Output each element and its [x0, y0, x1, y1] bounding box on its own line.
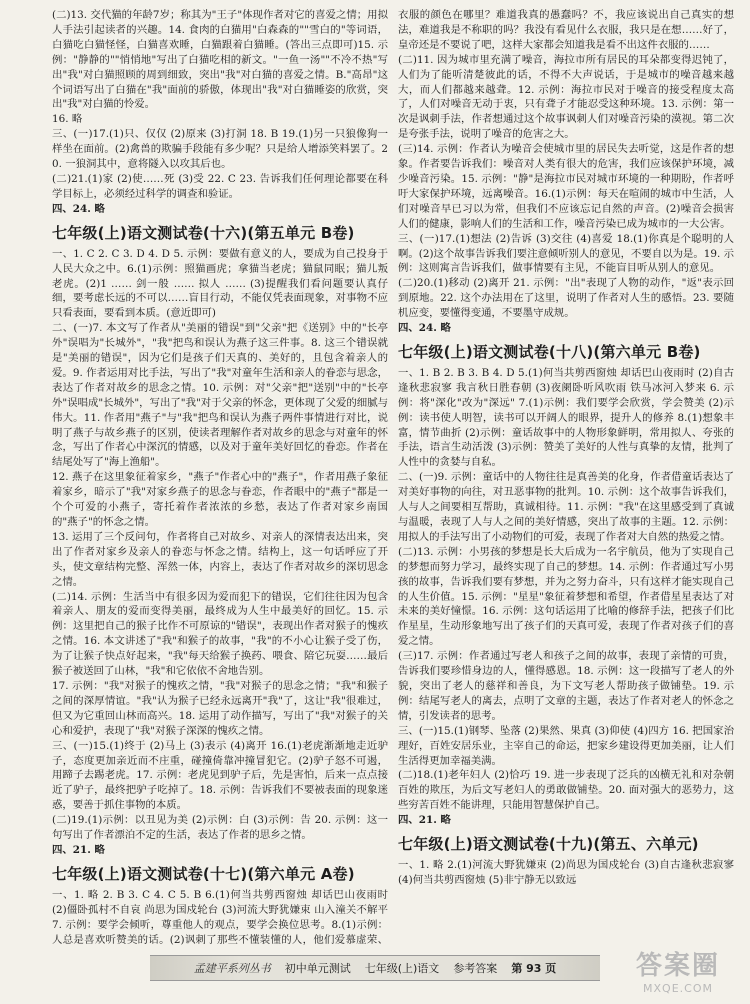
page-footer	[150, 955, 600, 981]
test-heading: 七年级(上)语文测试卷(十七)(第六单元 A卷)	[52, 864, 355, 883]
answer-paragraph: 三、(一)17.(1)想法 (2)告诉 (3)交往 (4)喜爱 18.(1)你真是个聪明的人啊。(2)这个故事告诉我们要注意倾听别人的意见，不要自以为是。19. 示例：这则寓言告诉我们，做事情要有主见，不能盲目听从别人的意见。	[398, 232, 734, 275]
answer-paragraph: (三)17. 示例：作者通过写老人和孩子之间的故事，表现了亲情的可贵，告诉我们要珍惜身边的人，懂得感恩。18. 示例：这一段描写了老人的外貌，突出了老人的慈祥和善良，为下文写老人帮助孩子做铺垫。19. 示例：结尾写老人的离去，点明了文章的主题，表达了作者对老人的怀念之情，引发读者的思考。	[398, 650, 734, 722]
answer-paragraph: (二)11. 因为城市里充满了噪音，海拉市所有居民的耳朵都变得迟钝了，人们为了能听清楚彼此的话，不得不大声说话，于是城市的噪音越来越大，而人们都越来越聋。12. 示例：海拉市民对于噪音的接受程度太高了，人们对噪音无动于衷，只有聋子才能忍受这种环境。13. 示例：第一次是讽刺手法，作者想通过这个故事讽刺人们对噪音污染的漠视。第二次是夸张手法，说明了噪音的危害之大。	[398, 53, 734, 141]
answer-paragraph: 衣服的颜色在哪里？难道我真的愚蠢吗？不，我应该说出自己真实的想法，难道我是不称职的吗？我没有看见什么衣服，我只是在想……好了，皇帝还是不要说了吧，这样大家都会知道我是看不出这件衣服的……	[398, 9, 734, 51]
answer-paragraph: (二)21.(1)家 (2)使……死 (3)受 22. C 23. 告诉我们任何理论都要在科学目标上，必须经过科学的调查和验证。	[52, 172, 388, 200]
answer-paragraph: 四、21. 略	[398, 814, 451, 827]
answer-paragraph: 二、(一)7. 本文写了作者从"美丽的错误"到"父亲"把《送别》中的"长亭外"误唱为"长城外"，"我"把鸟和误认为燕子这三件事。8. 这三个错误就是"美丽的错误"，因为它们是孩子们天真的、美好的，且包含着亲人的爱。9. 作者运用对比手法，写出了"我"对童年生活和亲人的眷恋与思念，表达了作者对故乡的思念之情。10. 示例：对"父亲"把"送别"中的"长亭外"误唱成"长城外"，写出了"我"对于父亲的怀念，更体现了父爱的细腻与伟大。11. 作者用"燕子"与"我"把鸟和误认为燕子两件事情进行对比，说明了燕子与故乡燕子的区别，使读者理解作者对故乡的思念与对童年的怀念，写出了作者心中深沉的情感，以及对于童年美好回忆的眷恋。作者在结尾处写了"海上渔船"。	[52, 322, 388, 469]
answer-paragraph: (二)18.(1)老年妇人 (2)恰巧 19. 进一步表现了泛兵的凶横无礼和对杂朝百姓的欺压，为后文写老妇人的勇敢做铺垫。20. 面对强大的恶势力，这些穷苦百姓不能讲理，只能用智慧保护自己。	[398, 769, 734, 812]
answer-paragraph: (二)13. 示例：小男孩的梦想是长大后成为一名宇航员，他为了实现自己的梦想而努力学习，最终实现了自己的梦想。14. 示例：作者通过写小男孩的故事，告诉我们要有梦想，并为之努力奋斗，只有这样才能实现自己的人生价值。15. 示例："星星"象征着梦想和希望，作者借星星表达了对未来的美好憧憬。16. 示例：这句话运用了比喻的修辞手法，把孩子们比作星星，生动形象地写出了孩子们的天真可爱，表现了作者对孩子们的喜爱之情。	[398, 545, 734, 648]
answer-paragraph: 一、1. 略 2.(1)河流大野犹嫌束 (2)尚思为国戍轮台 (3)自古逢秋悲寂寥 (4)何当共剪西窗烛 (5)非宁静无以致远	[398, 859, 734, 886]
test-heading: 七年级(上)语文测试卷(十九)(第五、六单元)	[398, 835, 699, 854]
answer-paragraph: 三、(一)15.(1)终于 (2)马上 (3)表示 (4)离开 16.(1)老虎渐渐地走近驴子，态度更加亲近而不庄重，碰撞倚靠冲撞冒犯它。(2)驴子怒不可遏，用蹄子去踢老虎。17. 示例：老虎见到驴子后，先是害怕，后来一点点接近了驴子，最终把驴子吃掉了。18. 示例：告诉我们不要被表面的现象迷惑，要善于抓住事物的本质。	[52, 739, 388, 812]
answer-paragraph: 13. 运用了三个反问句，作者将自己对故乡、对亲人的深情表达出来，突出了作者对家乡及亲人的眷恋与怀念之情。结构上，这一句话呼应了开头，使文章结构完整、浑然一体，内容上，表达了作者对故乡的深切思念之情。	[52, 530, 388, 588]
footer-series: 初中单元测试	[284, 962, 351, 975]
watermark-logo-text: 答案圈	[635, 951, 720, 981]
test-heading: 七年级(上)语文测试卷(十八)(第六单元 B卷)	[398, 342, 701, 361]
answer-paragraph: (二)19.(1)示例：以丑见为美 (2)示例：白 (3)示例：告 20. 示例：这一句写出了作者漂泊不定的生活，表达了作者的思乡之情。	[52, 814, 388, 842]
answer-paragraph: 一、1. C 2. C 3. D 4. D 5. 示例：要做有意义的人，要成为自己投身于人民大众之中。6.(1)示例：照猫画虎；拿猫当老虎；猫鼠同眠；猫儿叛老虎。(2)1 …… 剑一般 …… 拟人 …… (3)提醒我们看问题要认真仔细，要考虑长远的不可以……盲目行动，不能仅凭表面现象，对事物不应只看表面，要看到本质。(意近即可)	[52, 247, 388, 320]
answer-paragraph: 16. 略	[52, 113, 83, 126]
answer-paragraph: (二)14. 示例：生活当中有很多因为爱而犯下的错误，它们往往因为包含着亲人、朋友的爱而变得美丽，最终成为人生中最美好的回忆。15. 示例：这里把自己的猴子比作不可原谅的"错误"，表现出作者对猴子的愧疚之情。16. 本文讲述了"我"和猴子的故事，"我"的不小心让猴子受了伤，为了让猴子快点好起来，"我"每天给猴子换药、喂食、陪它玩耍……最后猴子被送回了山林，"我"和它依依不舍地告别。	[52, 590, 388, 678]
footer-label: 参考答案	[453, 962, 498, 975]
answer-paragraph: 四、24. 略	[52, 202, 105, 215]
test-heading: 七年级(上)语文测试卷(十六)(第五单元 B卷)	[52, 223, 355, 242]
answer-paragraph: 一、1. 略 2. B 3. C 4. C 5. B 6.(1)何当共剪西窗烛 却话巴山夜雨时 (2)僵卧孤村不自哀 尚思为国戍轮台 (3)河流大野犹嫌束 山入潼关不解平 7. 示例：要学会倾听，尊重他人的观点，要学会换位思考。8.(1)示例：人总是喜欢听赞美的话。(2)讽刺了那些不懂装懂的人，他们爱慕虚荣、	[52, 888, 388, 946]
answer-paragraph: 四、21. 略	[52, 843, 105, 856]
answer-paragraph: (三)14. 示例：作者认为噪音会使城市里的居民失去听觉，这是作者的想象。作者要告诉我们：噪音对人类有很大的危害，我们应该保护环境，减少噪音污染。15. 示例："静"是海拉市民对城市环境的一种期盼，作者呼吁大家保护环境，远离噪音。16.(1)示例：每天在喧闹的城市中生活，人们对噪音早已习以为常，但我们不应该忘记自然的声音。(2)噪音会损害人们的健康，影响人们的生活和工作，噪音污染已成为城市的一大公害。	[398, 143, 734, 230]
site-watermark	[618, 942, 738, 998]
answer-paragraph: 三、(一)17.(1)只、仅仅 (2)原来 (3)打洞 18. B 19.(1)另一只狼像狗一样坐在面前。(2)禽兽的欺骗手段能有多少呢？只是给人增添笑料罢了。20. 一狼洞其中，意将隧入以攻其后也。	[52, 128, 388, 171]
answer-paragraph: 12. 燕子在这里象征着家乡，"燕子"作者心中的"燕子"，作者用燕子象征着家乡，暗示了"我"对家乡燕子的思念与眷恋，作者眼中的"燕子"都是一个个可爱的小燕子，寄托着作者浓浓的乡愁，表达了作者对家乡南国的"燕子"的怀念之情。	[52, 471, 388, 528]
watermark-url: MXQE.COM	[643, 982, 713, 995]
answer-paragraph: 二、(一)9. 示例：童话中的人物往往是真善美的化身，作者借童话表达了对美好事物的向往，对丑恶事物的批判。10. 示例：这个故事告诉我们，人与人之间要相互帮助，真诚相待。11. 示例："我"在这里感受到了真诚与温暖，表现了人与人之间的美好情感，突出了故事的主题。12. 示例：用拟人的手法写出了小动物们的可爱，表现了作者对大自然的热爱之情。	[398, 471, 734, 543]
answer-paragraph: (二)13. 交代猫的年龄7岁；称其为"王子"体现作者对它的喜爱之情；用拟人手法引起读者的兴趣。14. 食肉的白猫用"白森森的""雪白的"等词语，白猫吃白猫怪怪，白猫喜欢睡，白猫跟着白猫睡。(答出三点即可)15. 示例："静静的""悄悄地"写出了白猫吃相的新文。"一鱼一汤""不冷不热"写出"我"对白猫照顾的周到细致，突出"我"对白猫的喜爱之情。B."高昂"这个词语写出了白猫在"我"面前的骄傲，体现出"我"对白猫睡姿的欣赏，突出"我"对白猫的怜爱。	[52, 9, 388, 111]
answer-paragraph: (二)20.(1)移动 (2)离开 21. 示例："出"表现了人物的动作，"返"表示回到原地。22. 这个办法用在了这里，说明了作者对人生的感悟。23. 要随机应变，要懂得变通，不要墨守成规。	[398, 277, 734, 320]
left-column	[52, 8, 388, 948]
footer-brand: 孟建平系列丛书	[193, 962, 271, 975]
answer-paragraph: 17. 示例："我"对猴子的愧疚之情，"我"对猴子的思念之情；"我"和猴子之间的深厚情谊。"我"认为猴子已经永远离开"我"了，这让"我"很难过，但又为它重回山林而高兴。18. 运用了动作描写，写出了"我"对猴子的关心和爱护，表现了"我"对猴子深深的愧疚之情。	[52, 679, 388, 737]
answer-paragraph: 一、1. B 2. B 3. B 4. D 5.(1)何当共剪西窗烛 却话巴山夜雨时 (2)自古逢秋悲寂寥 我言秋日胜春朝 (3)夜阑卧听风吹雨 铁马冰河入梦来 6. 示例：将"深化"改为"深远" 7.(1)示例：我们要学会欣赏，学会赞美 (2)示例：读书使人明智，读书可以开阔人的眼界，提升人的修养 8.(1)想象丰富，情节曲折 (2)示例：童话故事中的人物形象鲜明，常用拟人、夸张的手法，语言生动活泼 (3)示例：赞美了美好的人性与真挚的友情，批判了人性中的贪婪与自私。	[398, 366, 734, 469]
answer-paragraph: 三、(一)15.(1)钢琴、坠落 (2)果然、果真 (3)仰使 (4)四方 16. 把国家治理好，百姓安居乐业，主宰自己的命运，把家乡建设得更加美丽，让人们生活得更加幸福美满。	[398, 724, 734, 767]
footer-subject: 七年级(上)语文	[364, 962, 440, 975]
page-number: 第 93 页	[511, 962, 557, 975]
two-column-layout	[52, 8, 734, 948]
answer-paragraph: 四、24. 略	[398, 322, 451, 335]
right-column	[398, 8, 734, 948]
